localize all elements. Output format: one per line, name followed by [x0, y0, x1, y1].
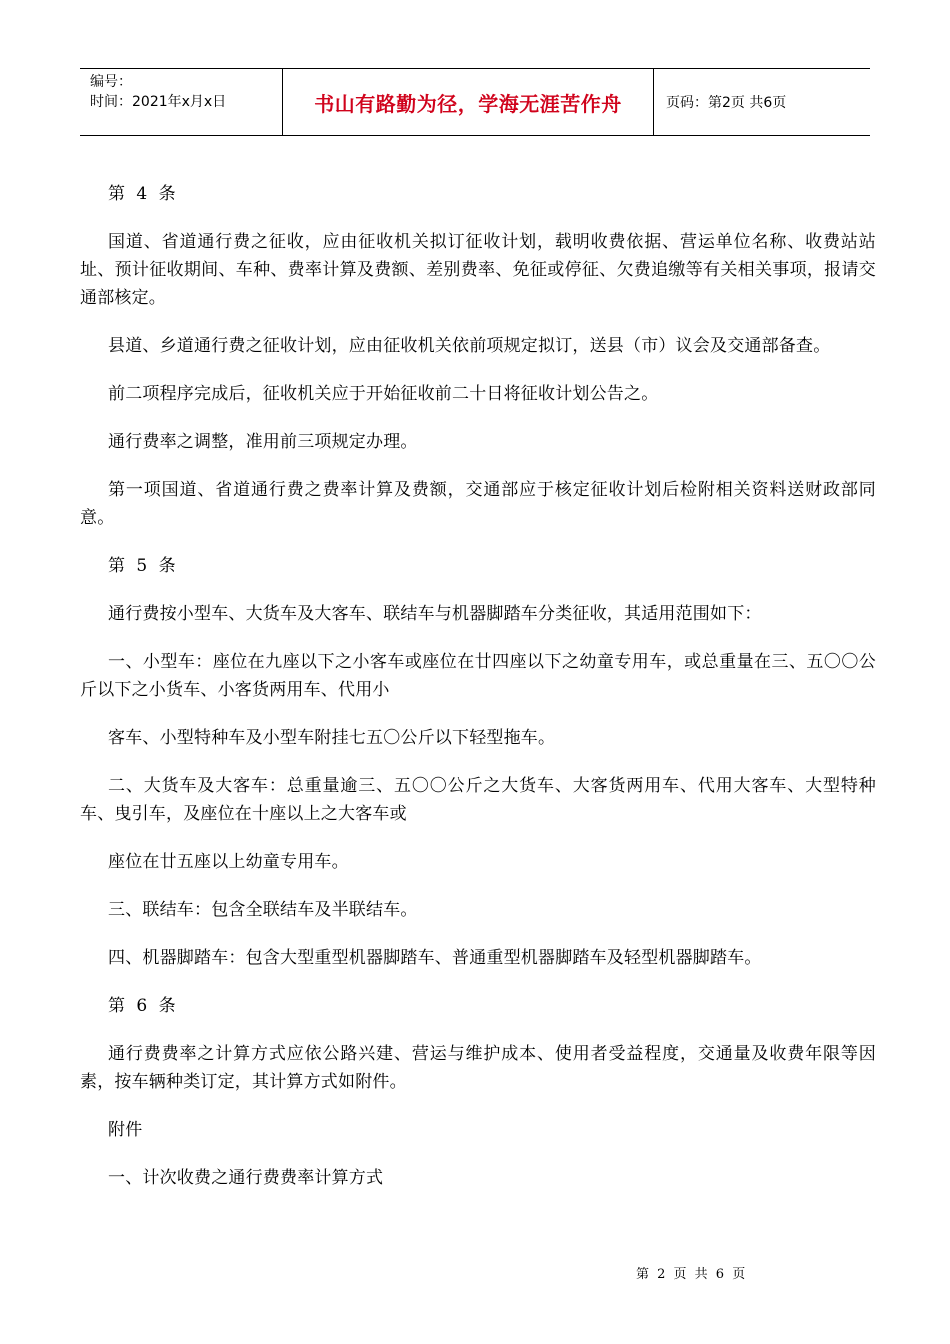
paragraph: 附件 [108, 1120, 143, 1140]
article-heading: 第 4 条 [108, 184, 179, 204]
header-motto: 书山有路勤为径，学海无涯苦作舟 [314, 91, 622, 116]
paragraph: 四、机器脚踏车：包含大型重型机器脚踏车、普通重型机器脚踏车及轻型机器脚踏车。 [108, 948, 762, 968]
article-heading: 第 5 条 [108, 556, 179, 576]
document-number-label: 编号： [90, 74, 132, 90]
paragraph: 前二项程序完成后，征收机关应于开始征收前二十日将征收计划公告之。 [108, 384, 659, 404]
paragraph: 二、大货车及大客车：总重量逾三、五〇〇公斤之大货车、大客货两用车、代用大客车、大型特种车、曳引车，及座位在十座以上之大客车或 [80, 776, 876, 824]
paragraph: 座位在廿五座以上幼童专用车。 [108, 852, 349, 872]
paragraph: 通行费率之调整，准用前三项规定办理。 [108, 432, 418, 452]
paragraph: 客车、小型特种车及小型车附挂七五〇公斤以下轻型拖车。 [108, 728, 556, 748]
page-header [80, 68, 870, 136]
paragraph: 一、计次收费之通行费费率计算方式 [108, 1168, 384, 1188]
paragraph: 一、小型车：座位在九座以下之小客车或座位在廿四座以下之幼童专用车，或总重量在三、五〇〇公斤以下之小货车、小客货两用车、代用小 [80, 652, 876, 700]
document-time-label: 时间：2021年x月x日 [90, 94, 227, 110]
paragraph: 县道、乡道通行费之征收计划，应由征收机关依前项规定拟订，送县（市）议会及交通部备查。 [108, 336, 831, 356]
paragraph: 通行费按小型车、大货车及大客车、联结车与机器脚踏车分类征收，其适用范围如下： [108, 604, 762, 624]
header-meta [80, 69, 283, 135]
article-heading: 第 6 条 [108, 996, 179, 1016]
page-footer: 第 2 页 共 6 页 [636, 1267, 748, 1282]
paragraph: 三、联结车：包含全联结车及半联结车。 [108, 900, 418, 920]
paragraph: 国道、省道通行费之征收，应由征收机关拟订征收计划，载明收费依据、营运单位名称、收费站站址、预计征收期间、车种、费率计算及费额、差别费率、免征或停征、欠费追缴等有关相关事项，报请交通部核定。 [80, 232, 876, 308]
header-page-code: 页码：第2页 共6页 [666, 95, 787, 111]
paragraph: 第一项国道、省道通行费之费率计算及费额，交通部应于核定征收计划后检附相关资料送财政部同意。 [80, 480, 876, 528]
header-motto-cell [283, 69, 654, 135]
paragraph: 通行费费率之计算方式应依公路兴建、营运与维护成本、使用者受益程度，交通量及收费年限等因素，按车辆种类订定，其计算方式如附件。 [80, 1044, 876, 1092]
document-body [80, 180, 876, 1192]
